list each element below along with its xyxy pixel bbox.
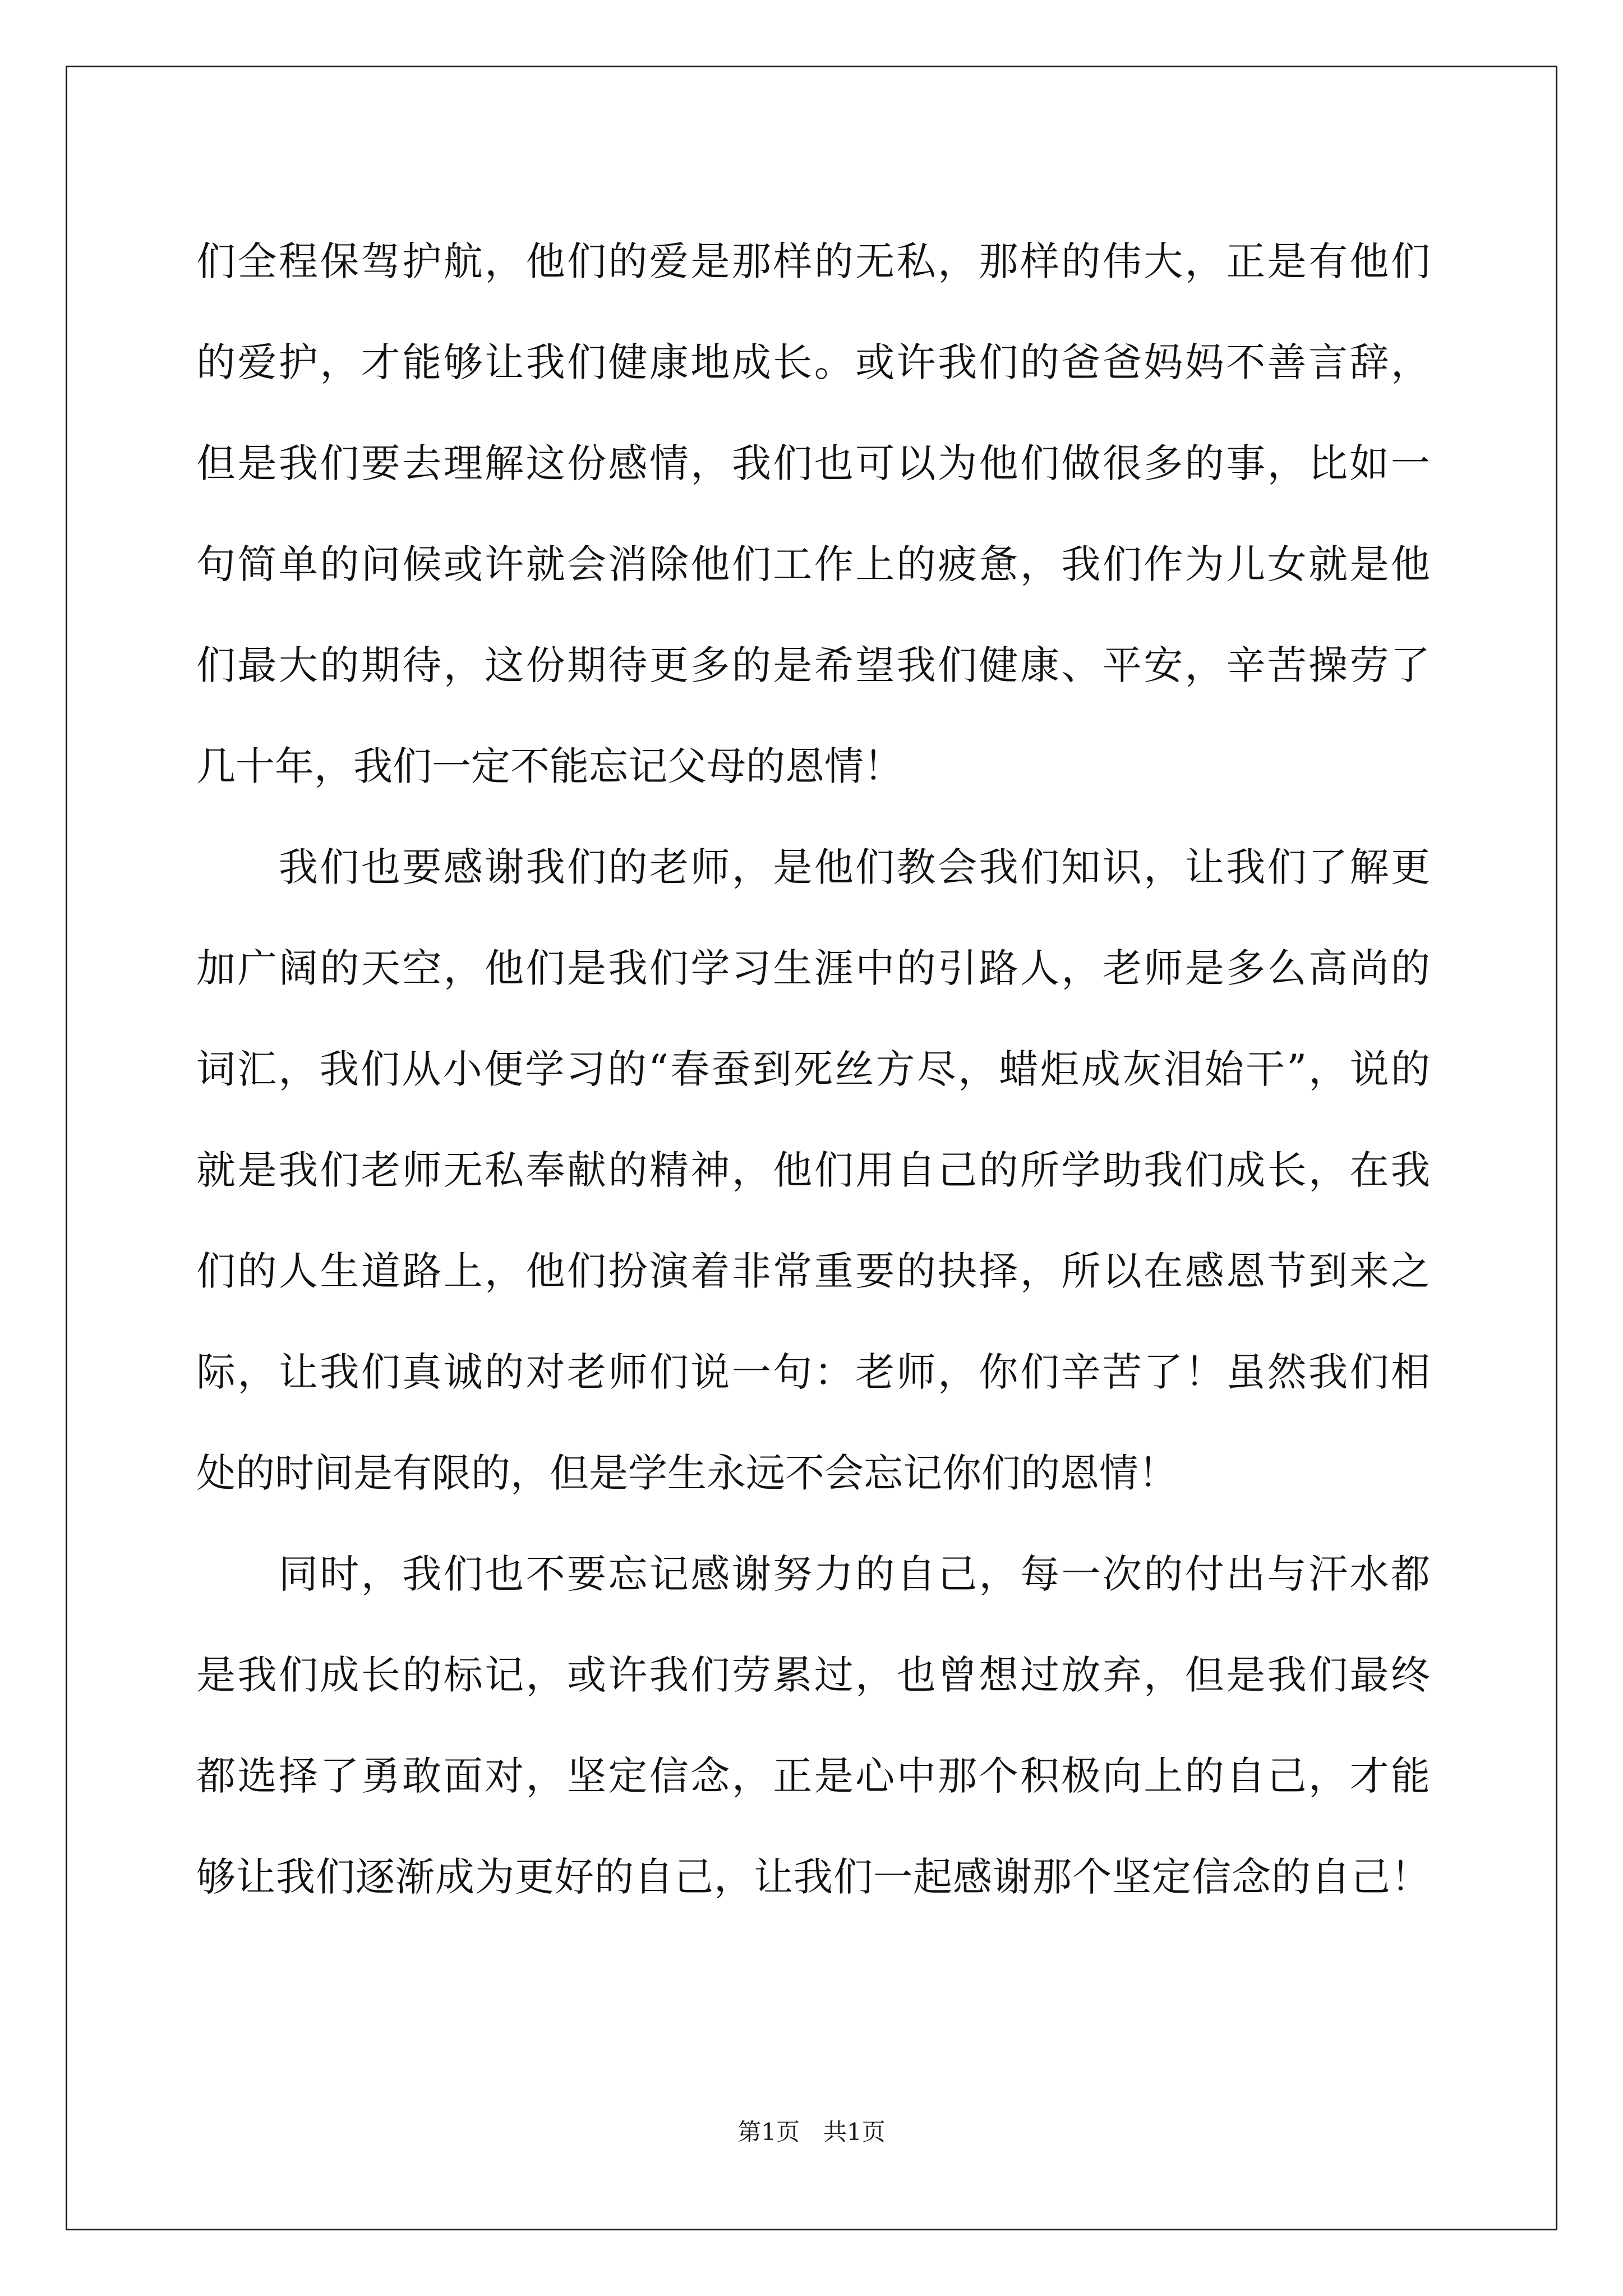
text-line: 们全程保驾护航，他们的爱是那样的无私，那样的伟大，正是有他们	[196, 238, 1430, 284]
text-line: 同时，我们也不要忘记感谢努力的自己，每一次的付出与汗水都	[196, 1551, 1430, 1597]
document-body	[196, 211, 1430, 1927]
text-line: 句简单的问候或许就会消除他们工作上的疲惫，我们作为儿女就是他	[196, 541, 1430, 587]
text-line: 的爱护，才能够让我们健康地成长。或许我们的爸爸妈妈不善言辞，	[196, 339, 1430, 385]
text-line: 够让我们逐渐成为更好的自己，让我们一起感谢那个坚定信念的自己！	[196, 1854, 1430, 1900]
page-number-footer: 第1页 共1页	[737, 2118, 886, 2146]
text-line: 们的人生道路上，他们扮演着非常重要的抉择，所以在感恩节到来之	[196, 1248, 1430, 1294]
text-line: 几十年，我们一定不能忘记父母的恩情！	[196, 743, 903, 789]
text-line: 我们也要感谢我们的老师，是他们教会我们知识，让我们了解更	[196, 844, 1430, 890]
text-line: 是我们成长的标记，或许我们劳累过，也曾想过放弃，但是我们最终	[196, 1652, 1430, 1698]
text-line: 就是我们老师无私奉献的精神，他们用自己的所学助我们成长，在我	[196, 1147, 1430, 1193]
text-line: 加广阔的天空，他们是我们学习生涯中的引路人，老师是多么高尚的	[196, 945, 1430, 991]
text-line: 都选择了勇敢面对，坚定信念，正是心中那个积极向上的自己，才能	[196, 1753, 1430, 1799]
text-line: 但是我们要去理解这份感情，我们也可以为他们做很多的事，比如一	[196, 440, 1430, 486]
text-line: 处的时间是有限的，但是学生永远不会忘记你们的恩情！	[196, 1450, 1178, 1496]
text-line: 际，让我们真诚的对老师们说一句：老师，你们辛苦了！虽然我们相	[196, 1349, 1430, 1395]
text-line: 词汇，我们从小便学习的“春蚕到死丝方尽，蜡炬成灰泪始干”，说的	[196, 1046, 1430, 1092]
text-line: 们最大的期待，这份期待更多的是希望我们健康、平安，辛苦操劳了	[196, 642, 1430, 688]
